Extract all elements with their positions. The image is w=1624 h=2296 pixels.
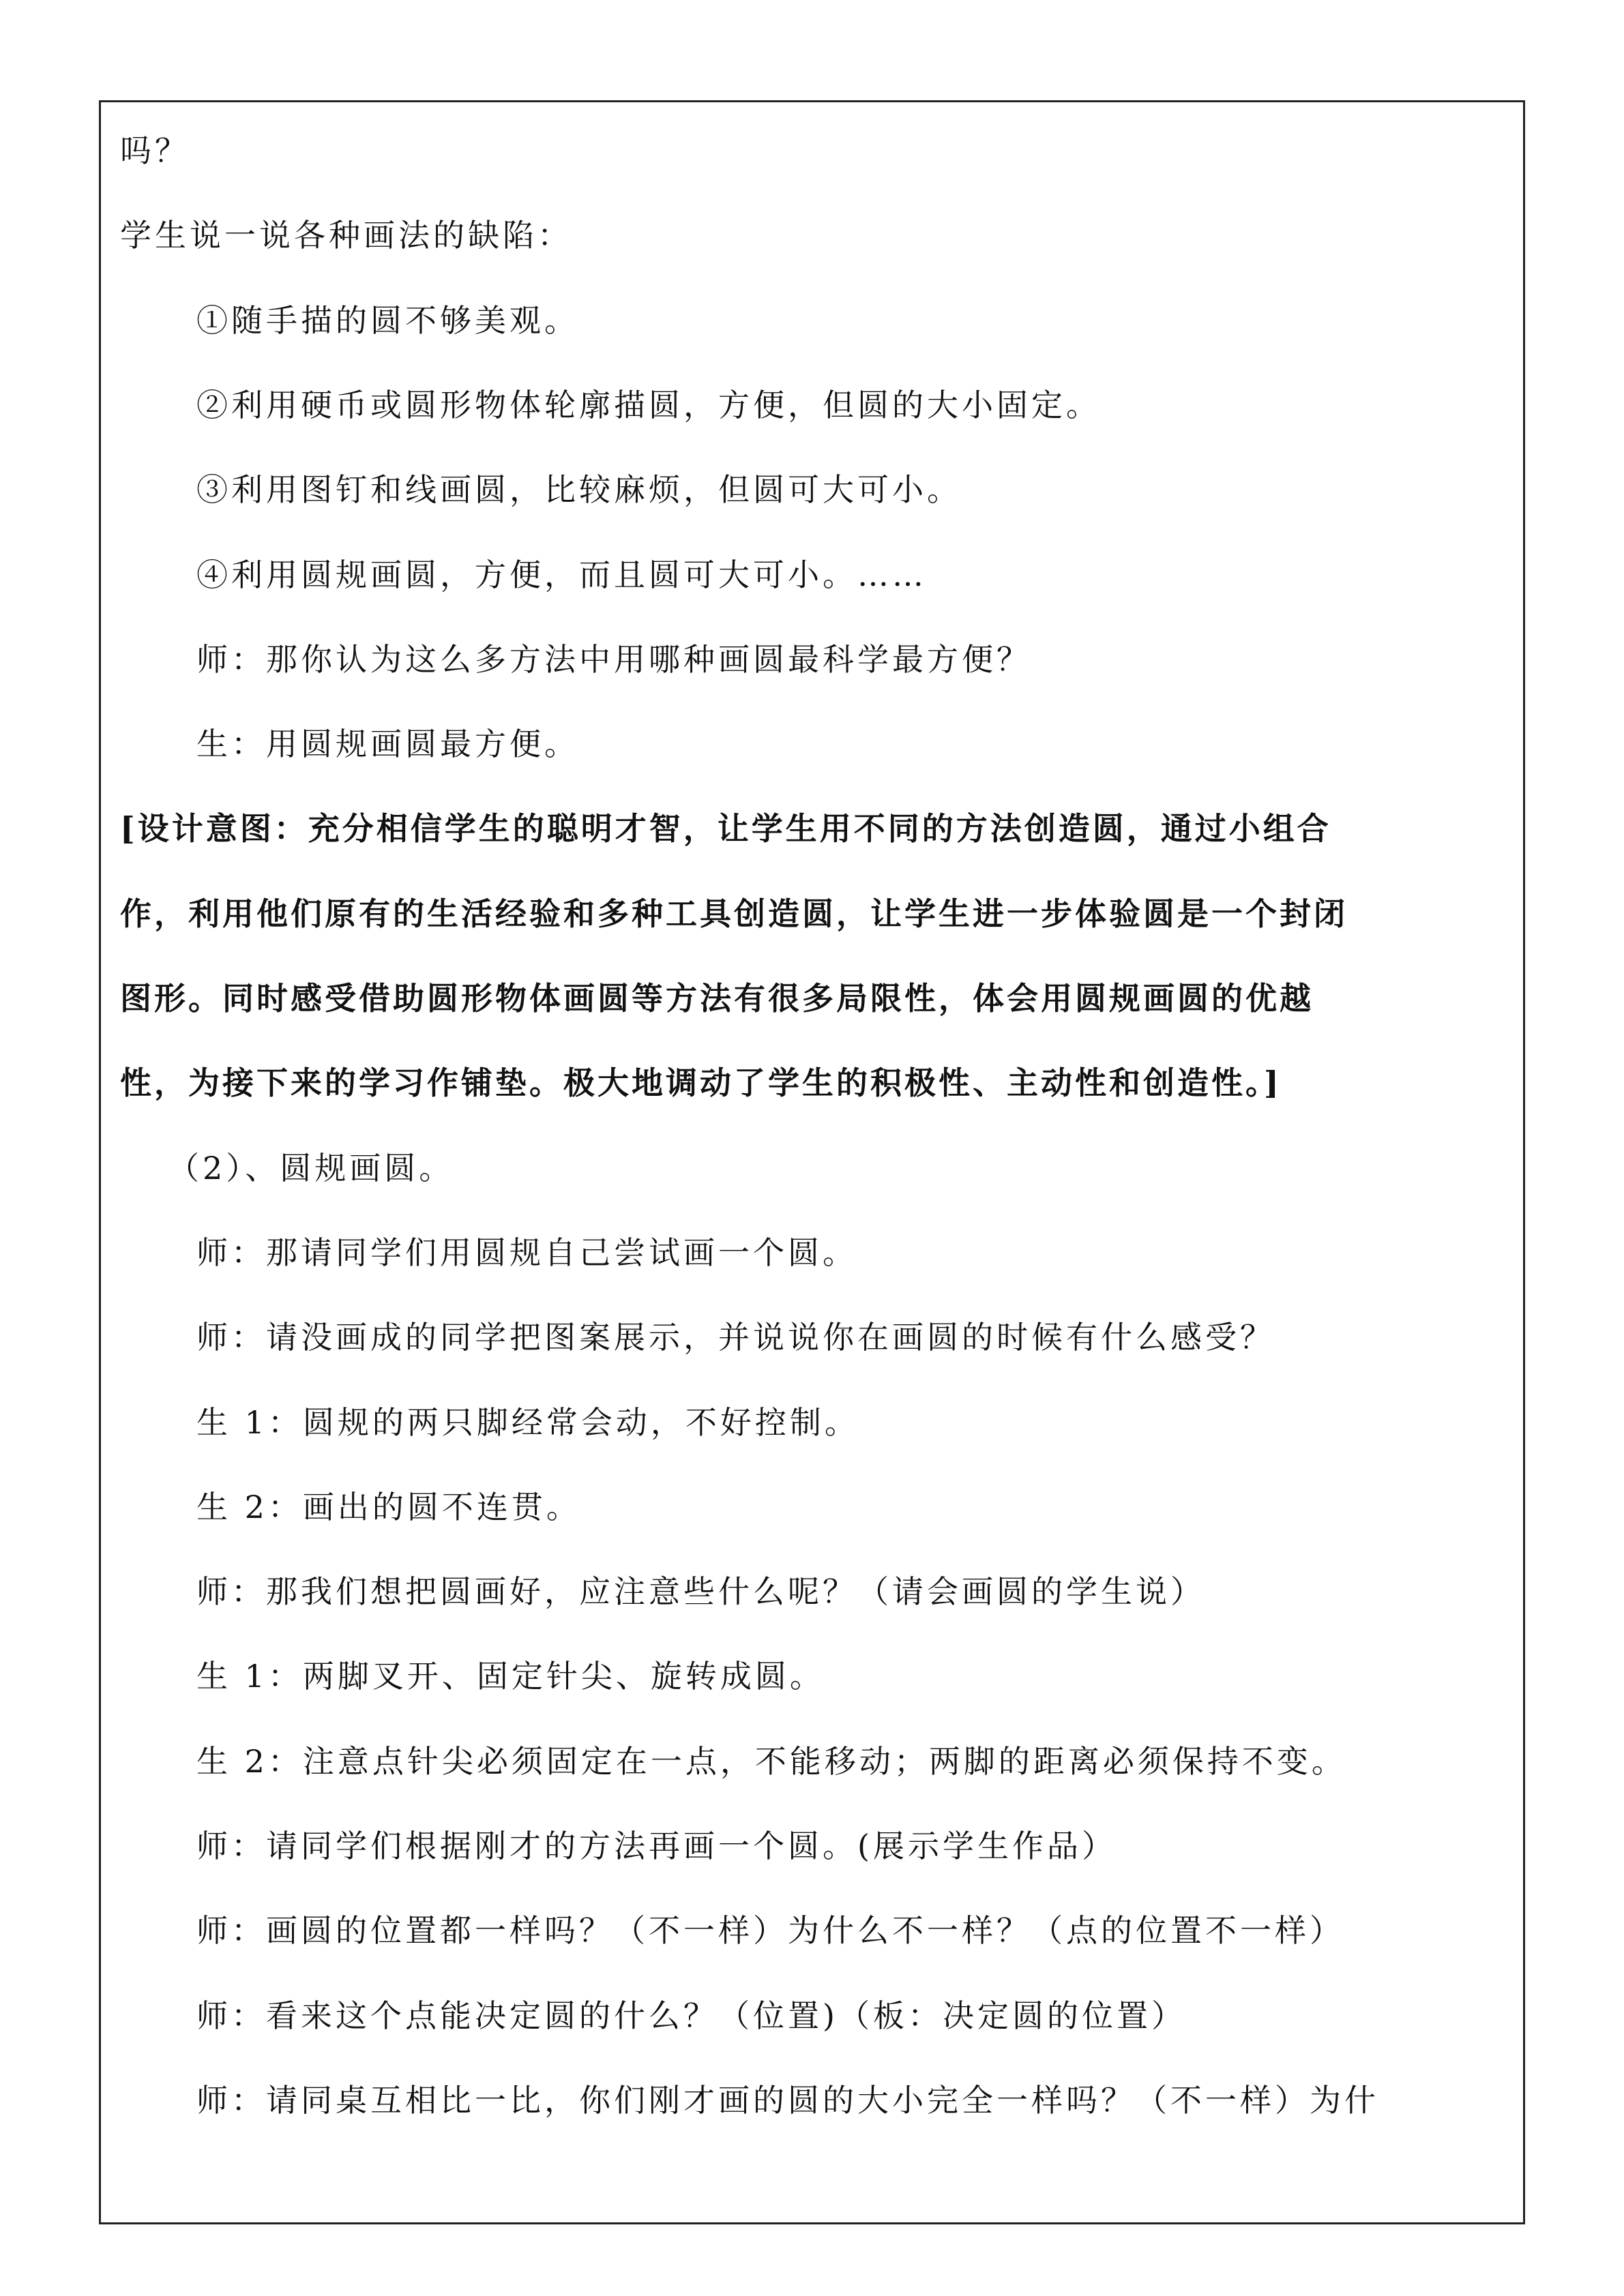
text-line: ②利用硬币或圆形物体轮廓描圆，方便，但圆的大小固定。 [196, 386, 1101, 423]
text-line: ④利用圆规画圆，方便，而且圆可大可小。…… [196, 556, 927, 593]
design-intent-line: 性，为接下来的学习作铺垫。极大地调动了学生的积极性、主动性和创造性。] [120, 1064, 1282, 1102]
document-frame [99, 100, 1525, 2224]
text-line: 吗？ [120, 132, 190, 169]
design-intent-line: [设计意图：充分相信学生的聪明才智，让学生用不同的方法创造圆，通过小组合 [120, 810, 1331, 848]
design-intent-line: 图形。同时感受借助圆形物体画圆等方法有很多局限性，体会用圆规画圆的优越 [120, 980, 1314, 1017]
text-line: ③利用图钉和线画圆，比较麻烦，但圆可大可小。 [196, 471, 962, 509]
text-line: ①随手描的圆不够美观。 [196, 301, 579, 339]
text-line: 生 2：注意点针尖必须固定在一点，不能移动；两脚的距离必须保持不变。 [196, 1742, 1346, 1780]
text-line: 师：那请同学们用圆规自己尝试画一个圆。 [196, 1234, 857, 1271]
text-line: 学生说一说各种画法的缺陷： [120, 217, 572, 254]
text-line: 师：请同桌互相比一比，你们刚才画的圆的大小完全一样吗？（不一样）为什 [196, 2081, 1379, 2119]
text-line: （2）、圆规画圆。 [168, 1149, 454, 1187]
text-line: 生 2：画出的圆不连贯。 [196, 1488, 581, 1525]
text-line: 师：那你认为这么多方法中用哪种画圆最科学最方便？ [196, 640, 1031, 678]
text-line: 生：用圆规画圆最方便。 [196, 726, 579, 763]
design-intent-line: 作，利用他们原有的生活经验和多种工具创造圆，让学生进一步体验圆是一个封闭 [120, 895, 1348, 932]
text-line: 生 1：两脚叉开、固定针尖、旋转成圆。 [196, 1658, 825, 1695]
text-line: 师：那我们想把圆画好，应注意些什么呢？（请会画圆的学生说） [196, 1573, 1205, 1611]
text-line: 师：看来这个点能决定圆的什么？（位置)（板：决定圆的位置） [196, 1997, 1186, 2034]
text-line: 师：请没画成的同学把图案展示，并说说你在画圆的时候有什么感受？ [196, 1319, 1275, 1356]
text-line: 师：画圆的位置都一样吗？（不一样）为什么不一样？（点的位置不一样） [196, 1912, 1344, 1950]
text-line: 生 1：圆规的两只脚经常会动，不好控制。 [196, 1403, 859, 1441]
text-line: 师：请同学们根据刚才的方法再画一个圆。(展示学生作品） [196, 1828, 1117, 1864]
